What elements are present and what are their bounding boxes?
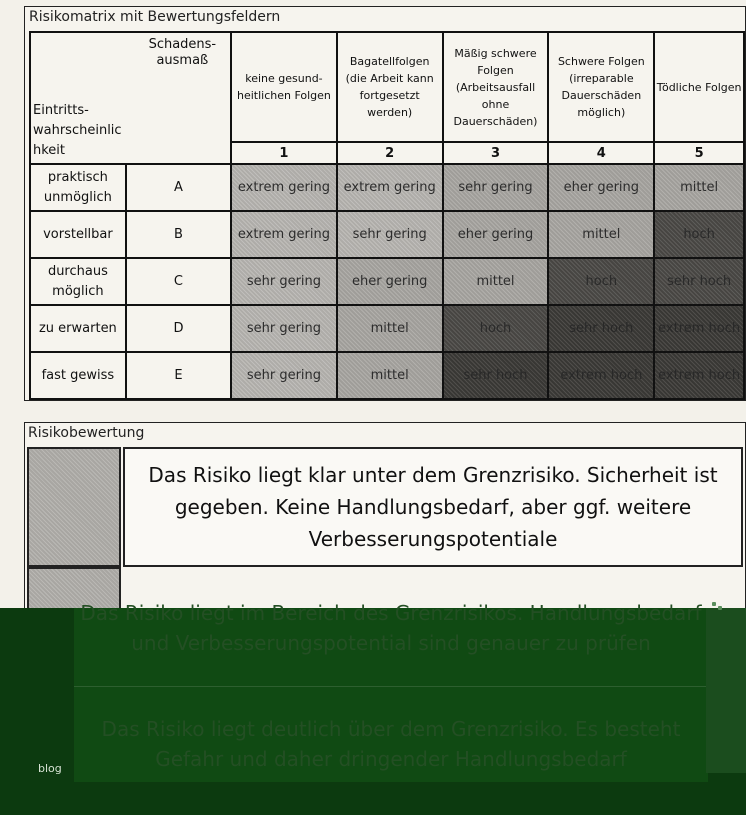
matrix-row (30, 164, 744, 211)
risk-cell: hoch (443, 305, 549, 352)
row-probability-label: fast gewiss (30, 352, 126, 399)
risk-cell: extrem hoch (548, 352, 654, 399)
overlay-divider (74, 686, 708, 687)
risk-cell: mittel (654, 164, 744, 211)
risk-cell: eher gering (548, 164, 654, 211)
risk-cell: eher gering (337, 258, 443, 305)
risk-cell: extrem gering (231, 211, 337, 258)
risk-cell: hoch (654, 211, 744, 258)
matrix-row (30, 305, 744, 352)
column-header-5: Tödliche Folgen (654, 32, 744, 142)
risk-cell: sehr gering (231, 352, 337, 399)
row-code: A (126, 164, 231, 211)
column-header-1: keine gesund- heitlichen Folgen (231, 32, 337, 142)
column-header-4: Schwere Folgen (irreparable Dauerschäden möglich) (548, 32, 654, 142)
risk-cell: hoch (548, 258, 654, 305)
column-number-3: 3 (443, 142, 549, 164)
risk-cell: extrem gering (231, 164, 337, 211)
risk-cell: sehr gering (337, 211, 443, 258)
severity-axis-label: Schadens- ausmaß (148, 37, 217, 68)
column-number-5: 5 (654, 142, 744, 164)
risk-cell: mittel (337, 352, 443, 399)
blog-label[interactable]: blog (38, 762, 62, 775)
row-probability-label: vorstellbar (30, 211, 126, 258)
risk-matrix-panel (24, 6, 746, 401)
risk-cell: extrem gering (337, 164, 443, 211)
column-header-2: Bagatellfolgen (die Arbeit kann fortgesetzt werden) (337, 32, 443, 142)
row-code: E (126, 352, 231, 399)
overlay-evaluation-text-medium: Das Risiko liegt im Bereich des Grenzrisikos. Handlungsbedarf und Verbesserungspotential sind genauer zu prüfen (80, 601, 702, 655)
risk-cell: mittel (443, 258, 549, 305)
row-probability-label: zu erwarten (30, 305, 126, 352)
row-code: B (126, 211, 231, 258)
evaluation-text-low: Das Risiko liegt klar unter dem Grenzrisiko. Sicherheit ist gegeben. Keine Handlungsbedarf, aber ggf. weitere Verbesserungspotentiale (123, 447, 743, 567)
risk-matrix-table (29, 31, 745, 400)
matrix-row (30, 211, 744, 258)
evaluation-title: Risikobewertung (28, 425, 145, 441)
risk-evaluation-panel (24, 422, 746, 612)
column-number-1: 1 (231, 142, 337, 164)
overlay-side-strip (706, 608, 746, 773)
matrix-row (30, 258, 744, 305)
row-code: D (126, 305, 231, 352)
row-probability-label: durchaus möglich (30, 258, 126, 305)
risk-cell: sehr hoch (654, 258, 744, 305)
risk-cell: extrem hoch (654, 305, 744, 352)
risk-cell: eher gering (443, 211, 549, 258)
matrix-row (30, 352, 744, 399)
matrix-title: Risikomatrix mit Bewertungsfeldern (29, 9, 281, 25)
column-header-3: Mäßig schwere Folgen (Arbeitsausfall ohne Dauerschäden) (443, 32, 549, 142)
risk-cell: mittel (548, 211, 654, 258)
column-number-4: 4 (548, 142, 654, 164)
risk-cell: extrem hoch (654, 352, 744, 399)
row-probability-label: praktisch unmöglich (30, 164, 126, 211)
risk-cell: sehr gering (231, 258, 337, 305)
probability-axis-label: Eintritts- wahrscheinlic hkeit (33, 103, 122, 158)
row-code: C (126, 258, 231, 305)
evaluation-swatch-low (27, 447, 121, 567)
risk-cell: mittel (337, 305, 443, 352)
risk-cell: sehr gering (231, 305, 337, 352)
risk-cell: sehr gering (443, 164, 549, 211)
risk-cell: sehr hoch (443, 352, 549, 399)
risk-cell: sehr hoch (548, 305, 654, 352)
green-overlay-banner (0, 601, 746, 815)
column-number-2: 2 (337, 142, 443, 164)
overlay-dot (712, 602, 716, 606)
matrix-corner-header (30, 32, 231, 164)
overlay-evaluation-text-high: Das Risiko liegt deutlich über dem Grenzrisiko. Es besteht Gefahr und daher dringender Handlungsbedarf (101, 717, 681, 771)
overlay-dot (718, 606, 722, 610)
